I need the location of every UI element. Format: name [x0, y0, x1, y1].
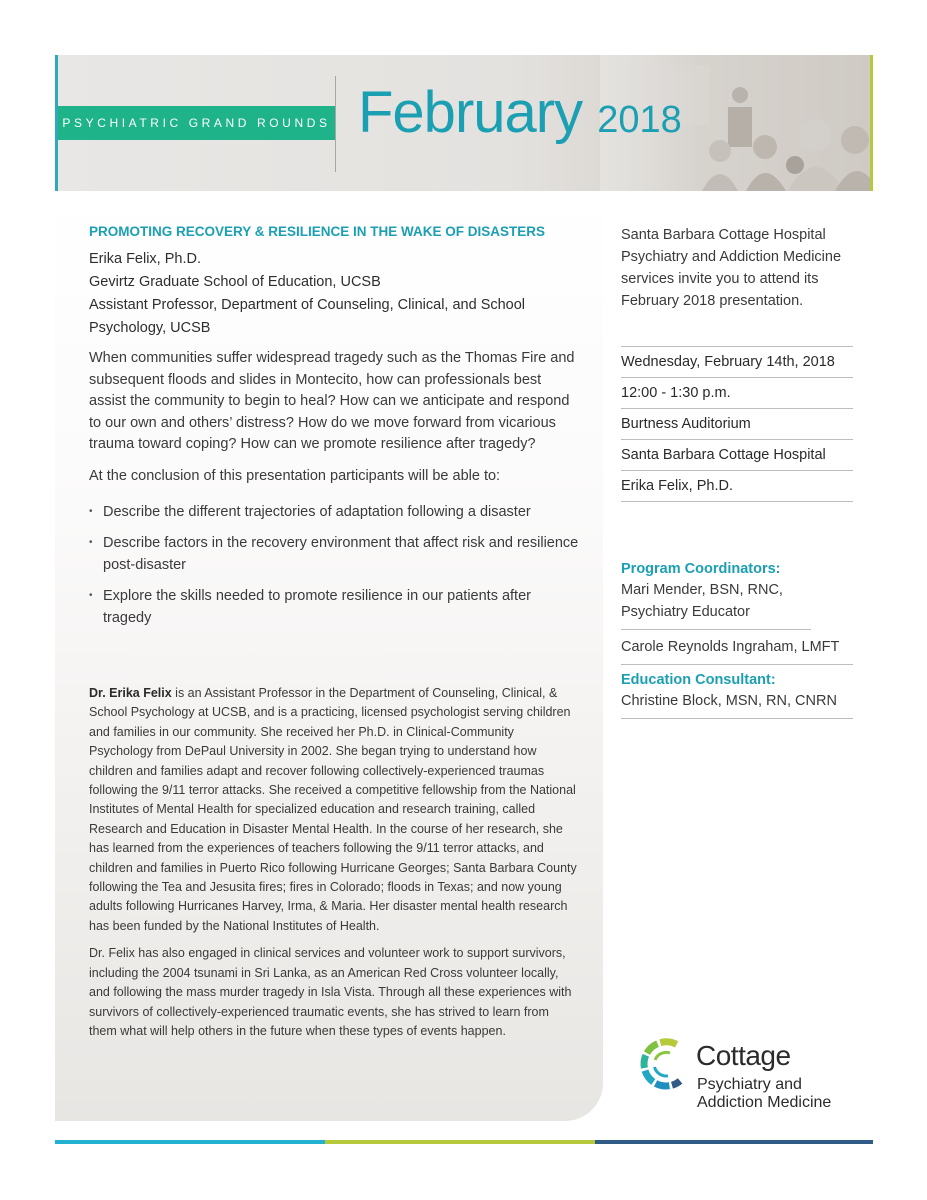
- list-item: • Describe the different trajectories of adaptation following a disaster: [89, 501, 579, 523]
- coordinator-1: Mari Mender, BSN, RNC, Psychiatry Educator: [621, 579, 811, 630]
- series-label: PSYCHIATRIC GRAND ROUNDS: [58, 106, 335, 140]
- event-venue: Burtness Auditorium: [621, 409, 853, 440]
- header-right-accent: [870, 55, 873, 191]
- invitation-text: Santa Barbara Cottage Hospital Psychiatry and Addiction Medicine services invite you to attend its February 2018 presentation.: [621, 227, 842, 309]
- coordinator-2: Carole Reynolds Ingraham, LMFT: [621, 630, 853, 665]
- speaker-bio: [89, 684, 579, 1041]
- bio-paragraph-2: Dr. Felix has also engaged in clinical services and volunteer work to support survivors, including the 2004 tsunami in Sri Lanka, as an American Red Cross volunteer locally, and following the mass murder tragedy in Isla Vista. Through all these experiences with survivors of collectively-experienced traumatic events, she has strived to learn from them what will help others in the future when these types of events happen.: [89, 946, 572, 1038]
- logo-subtitle-line-1: Psychiatry and: [697, 1076, 802, 1093]
- talk-details: [89, 224, 579, 638]
- logo-subtitle: [697, 1076, 831, 1112]
- title-year: 2018: [597, 99, 682, 141]
- page-title: [358, 80, 682, 145]
- bio-text: is an Assistant Professor in the Department of Counseling, Clinical, & School Psychology at UCSB, and is a practicing, licensed psychologist serving children and families in our community. She received her Ph.D. in Clinical-Community Psychology from DePaul University in 2002. She began trying to understand how children and families adapt and recover following collectively-experienced traumas following the 9/11 terror attacks. She received a competitive fellowship from the National Institutes of Mental Health for specialized education and research training, called Research and Education in Disaster Mental Health. In the course of her research, she has learned from the experiences of teachers following the 9/11 terror attacks, and children and families in Puerto Rico following Hurricane Georges; Santa Barbara County following the Tea and Jesusita fires; fires in Colorado; floods in Texas; and now young adults following Hurricanes Harvey, Irma, & Maria. Her disaster mental health research has been funded by the National Institutes of Health.: [89, 686, 577, 933]
- speaker-position: Assistant Professor, Department of Counseling, Clinical, and School Psychology, UCSB: [89, 297, 526, 336]
- objectives-list: [89, 501, 579, 629]
- program-coordinators: [621, 559, 853, 665]
- logo-name: Cottage: [696, 1040, 791, 1071]
- footer-color-bar: [55, 1140, 873, 1144]
- event-location: Santa Barbara Cottage Hospital: [621, 440, 853, 471]
- consultant-name: Christine Block, MSN, RN, CNRN: [621, 690, 853, 719]
- event-details: [621, 346, 853, 502]
- speaker-name: Erika Felix, Ph.D.: [89, 251, 201, 267]
- education-consultant: [621, 670, 853, 719]
- talk-title: PROMOTING RECOVERY & RESILIENCE IN THE WAKE OF DISASTERS: [89, 224, 546, 239]
- consultant-heading: Education Consultant:: [621, 672, 776, 688]
- header-divider: [335, 76, 336, 172]
- event-date: Wednesday, February 14th, 2018: [621, 347, 853, 378]
- speaker-affiliation: Gevirtz Graduate School of Education, UCSB: [89, 274, 381, 290]
- talk-abstract: When communities suffer widespread tragedy such as the Thomas Fire and subsequent floods and slides in Montecito, how can professionals best assist the community to begin to heal? How can we anticipate and respond to our own and others’ distress? How do we move forward from vicarious trauma toward coping? How can we promote resilience after tragedy?: [89, 350, 575, 452]
- list-item: • Describe factors in the recovery environment that affect risk and resilience post-disaster: [89, 532, 579, 576]
- bio-name: Dr. Erika Felix: [89, 686, 172, 700]
- objectives-intro: At the conclusion of this presentation participants will be able to:: [89, 467, 501, 484]
- event-time: 12:00 - 1:30 p.m.: [621, 378, 853, 409]
- list-item: • Explore the skills needed to promote resilience in our patients after tragedy: [89, 585, 579, 629]
- event-presenter: Erika Felix, Ph.D.: [621, 471, 853, 502]
- bio-paragraph-1: [89, 684, 579, 936]
- title-month: February: [358, 80, 583, 145]
- coordinators-heading: Program Coordinators:: [621, 561, 781, 577]
- logo-subtitle-line-2: Addiction Medicine: [697, 1094, 832, 1111]
- cottage-logo-icon: [637, 1035, 695, 1093]
